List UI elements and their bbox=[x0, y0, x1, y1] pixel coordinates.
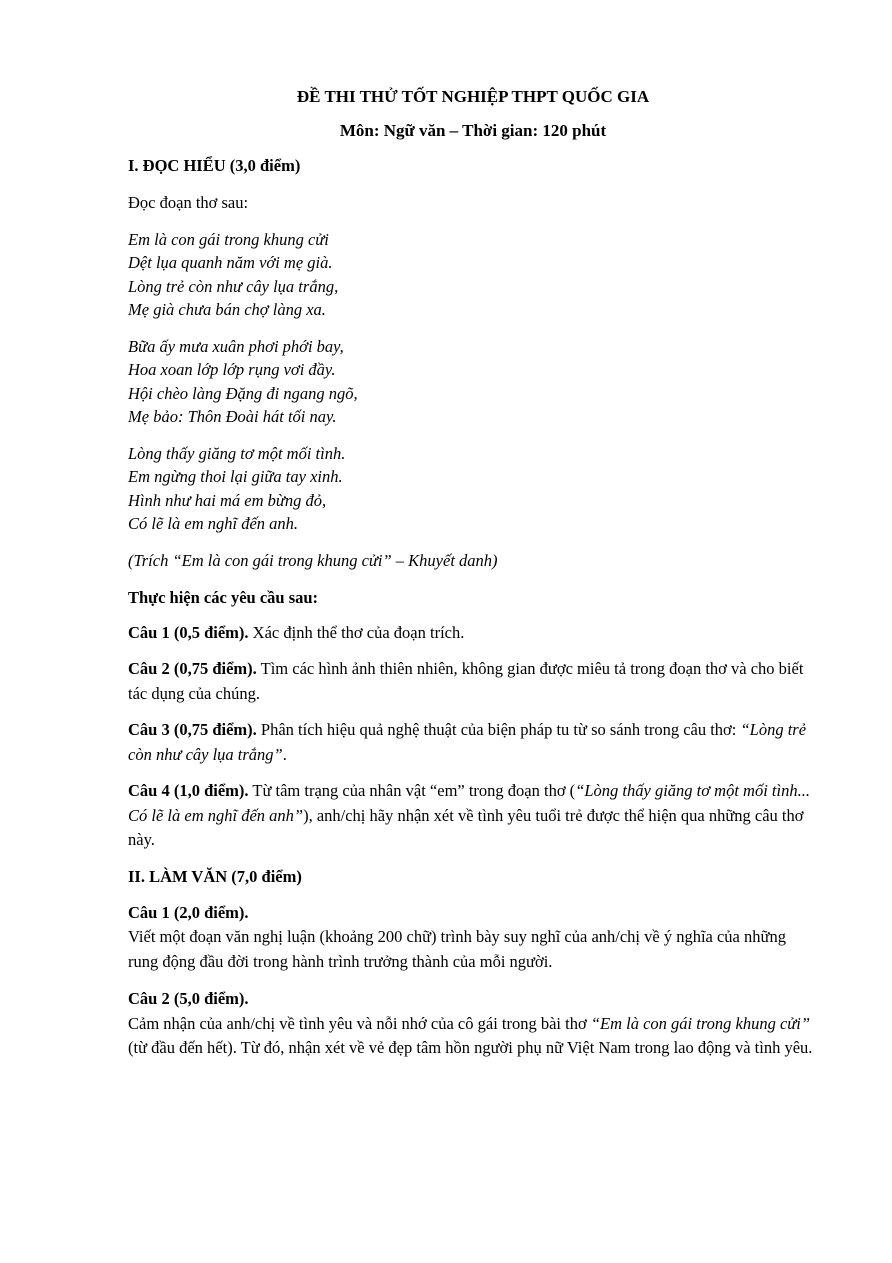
question-tail: ), anh/chị hãy nhận xét về tình yêu tuổi trẻ được thể hiện qua những câu thơ này. bbox=[128, 805, 804, 849]
poem-stanza-1 bbox=[128, 228, 818, 322]
question-label: Câu 2 (0,75 điểm). bbox=[128, 659, 257, 678]
poem-line: Lòng trẻ còn như cây lụa trắng, bbox=[128, 276, 339, 296]
writing-question-1 bbox=[128, 901, 818, 975]
poem-line: Hoa xoan lớp lớp rụng vơi đầy. bbox=[128, 360, 336, 379]
question-quote: “Lòng thấy giăng tơ một mối tình... Có lẽ là em nghĩ đến anh” bbox=[128, 781, 810, 825]
poem-line: Dệt lụa quanh năm với mẹ già. bbox=[128, 253, 333, 272]
poem-line: Hình như hai má em bừng đỏ, bbox=[128, 490, 327, 510]
poem-line: Mẹ già chưa bán chợ làng xa. bbox=[128, 300, 326, 319]
question-label: Câu 4 (1,0 điểm). bbox=[128, 781, 249, 800]
question-label: Câu 2 (5,0 điểm). bbox=[128, 989, 249, 1008]
poem-line: Lòng thấy giăng tơ một mối tình. bbox=[128, 443, 346, 463]
poem-stanza-2 bbox=[128, 335, 818, 429]
requirements-heading: Thực hiện các yêu cầu sau: bbox=[128, 587, 319, 607]
question-text: Cảm nhận của anh/chị về tình yêu và nỗi nhớ của cô gái trong bài thơ bbox=[128, 1013, 591, 1033]
poem-line: Có lẽ là em nghĩ đến anh. bbox=[128, 514, 299, 533]
poem-line: Em là con gái trong khung cửi bbox=[128, 229, 329, 249]
poem-source: (Trích “Em là con gái trong khung cửi” – Khuyết danh) bbox=[128, 550, 498, 570]
reading-question-1 bbox=[128, 621, 818, 646]
reading-question-3 bbox=[128, 718, 818, 767]
poem-line: Em ngừng thoi lại giữa tay xinh. bbox=[128, 467, 343, 486]
exam-title: ĐỀ THI THỬ TỐT NGHIỆP THPT QUỐC GIA bbox=[296, 87, 650, 106]
reading-question-4 bbox=[128, 779, 818, 853]
question-text: Viết một đoạn văn nghị luận (khoảng 200 chữ) trình bày suy nghĩ của anh/chị về ý nghĩa của những rung động đầu đời trong hành trình trưởng thành của mỗi người. bbox=[128, 927, 786, 971]
question-text: Xác định thể thơ của đoạn trích. bbox=[248, 622, 465, 642]
writing-section-heading: II. LÀM VĂN (7,0 điểm) bbox=[128, 866, 302, 886]
question-quote: “Lòng trẻ còn như cây lụa trắng” bbox=[128, 720, 807, 764]
question-quote: “Em là con gái trong khung cửi” bbox=[590, 1013, 811, 1033]
poem-line: Hội chèo làng Đặng đi ngang ngõ, bbox=[128, 383, 358, 403]
reading-question-2 bbox=[128, 657, 818, 706]
reading-instruction: Đọc đoạn thơ sau: bbox=[128, 193, 249, 212]
question-tail: . bbox=[282, 744, 287, 764]
poem-stanza-3 bbox=[128, 442, 818, 536]
exam-page bbox=[128, 80, 818, 1061]
question-text: Từ tâm trạng của nhân vật “em” trong đoạn thơ ( bbox=[248, 781, 576, 800]
writing-question-2 bbox=[128, 987, 818, 1061]
question-tail: (từ đầu đến hết). Từ đó, nhận xét về vẻ đẹp tâm hồn người phụ nữ Việt Nam trong lao động và tình yêu. bbox=[128, 1038, 813, 1057]
question-text: Tìm các hình ảnh thiên nhiên, không gian được miêu tả trong đoạn thơ và cho biết tác dụng của chúng. bbox=[128, 659, 804, 703]
exam-subtitle: Môn: Ngữ văn – Thời gian: 120 phút bbox=[339, 121, 607, 140]
poem-line: Mẹ bảo: Thôn Đoài hát tối nay. bbox=[128, 407, 337, 426]
question-label: Câu 3 (0,75 điểm). bbox=[128, 720, 257, 739]
question-text: Phân tích hiệu quả nghệ thuật của biện pháp tu từ so sánh trong câu thơ: bbox=[256, 720, 741, 739]
poem-line: Bữa ấy mưa xuân phơi phới bay, bbox=[128, 336, 344, 356]
question-label: Câu 1 (0,5 điểm). bbox=[128, 622, 249, 642]
question-label: Câu 1 (2,0 điểm). bbox=[128, 902, 249, 922]
reading-section-heading: I. ĐỌC HIỂU (3,0 điểm) bbox=[128, 156, 301, 175]
